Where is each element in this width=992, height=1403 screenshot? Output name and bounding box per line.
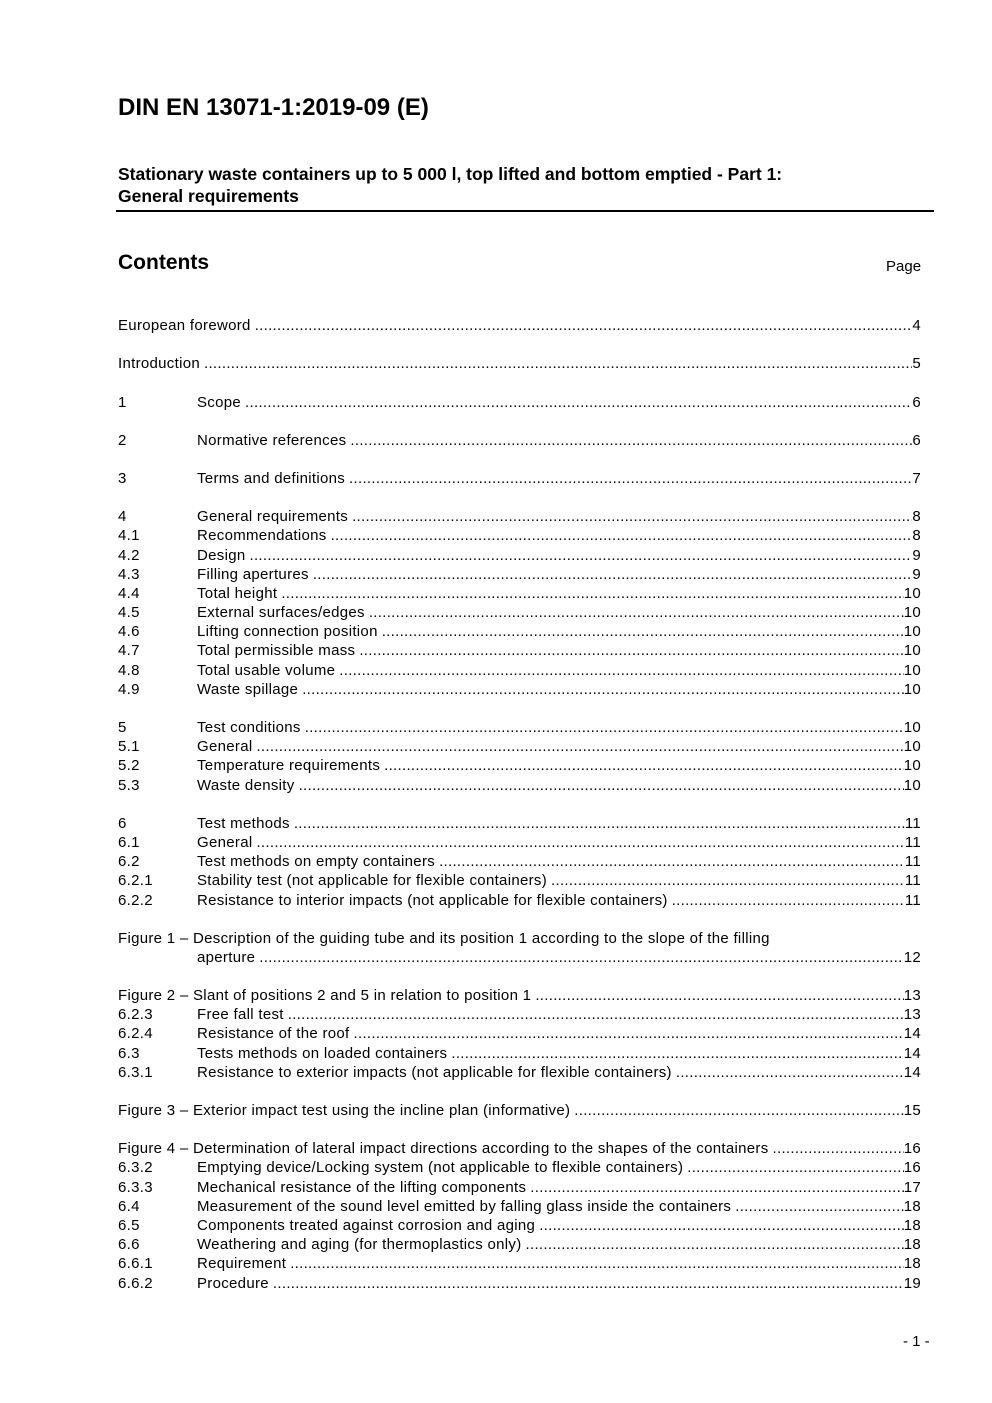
toc-entry-title: Normative references: [197, 431, 347, 449]
toc-leader: [526, 1178, 903, 1197]
toc-group-6: [118, 814, 921, 910]
toc-group-figure-1: [118, 929, 921, 967]
document-title-line-1: Stationary waste containers up to 5 000 l, top lifted and bottom emptied - Part 1:: [118, 164, 783, 184]
page-column-label: Page: [886, 258, 922, 275]
toc-entry-title: Requirement: [197, 1255, 287, 1273]
toc-entry-title: Emptying device/Locking system (not applicable to flexible containers): [197, 1159, 684, 1177]
toc-leader: [731, 1197, 903, 1216]
toc-entry-title: Total usable volume: [197, 661, 336, 679]
toc-entry-page: 10: [903, 584, 921, 602]
toc-leader: [769, 1139, 904, 1158]
toc-entry-5[interactable]: [118, 718, 921, 737]
toc-leader: [277, 584, 903, 603]
toc-entry-title: Weathering and aging (for thermoplastics only): [197, 1236, 522, 1254]
toc-entry-page: 11: [904, 833, 921, 851]
toc-entry-number: 4.9: [118, 680, 140, 698]
toc-entry-3[interactable]: [118, 469, 921, 488]
toc-entry-number: 4.4: [118, 584, 140, 602]
toc-leader: [251, 316, 913, 335]
toc-entry-title: Test conditions: [197, 719, 301, 736]
toc-entry-number: 6.1: [118, 833, 140, 851]
toc-entry-title: Design: [197, 546, 246, 564]
page-number: - 1 -: [903, 1333, 930, 1350]
toc-entry-4-5[interactable]: [118, 603, 921, 622]
toc-entry-title: European foreword: [118, 317, 251, 335]
toc-entry-1[interactable]: [118, 392, 921, 411]
toc-entry-title: Total height: [197, 584, 278, 602]
toc-entry-number: 6.6: [118, 1236, 140, 1254]
toc-entry-page: 14: [903, 1044, 921, 1062]
toc-entry-page: 10: [903, 623, 921, 641]
toc-entry-figure-4[interactable]: [118, 1139, 921, 1158]
toc-entry-title: General: [197, 833, 253, 851]
toc-entry-page: 14: [903, 1063, 921, 1081]
toc-entry-number: 6.2: [118, 853, 140, 871]
toc-group-figure-3: [118, 1101, 921, 1120]
toc-entry-4-6[interactable]: [118, 622, 921, 641]
toc-group-3: [118, 469, 921, 488]
toc-entry-number: 6.4: [118, 1197, 140, 1215]
toc-entry-6-2-3[interactable]: [118, 1005, 921, 1024]
toc-leader: [355, 641, 903, 660]
toc-entry-page: 7: [912, 469, 921, 487]
toc-entry-page: 10: [903, 661, 921, 679]
toc-entry-number: 6.5: [118, 1216, 140, 1234]
toc-entry-page: 8: [912, 527, 921, 545]
toc-entry-6-6-2[interactable]: [118, 1273, 921, 1292]
toc-entry-page: 9: [912, 546, 921, 564]
toc-entry-page: 18: [903, 1197, 921, 1215]
toc-entry-number: 1: [118, 393, 127, 411]
toc-leader: [535, 1216, 904, 1235]
toc-entry-page: 6: [912, 431, 921, 449]
toc-entry-number: 6.3.1: [118, 1063, 153, 1081]
toc-entry-title: External surfaces/edges: [197, 604, 365, 622]
toc-entry-6[interactable]: [118, 814, 921, 833]
toc-entry-page: 10: [903, 757, 921, 775]
toc-leader: [668, 891, 905, 910]
toc-entry-page: 16: [903, 1159, 921, 1177]
toc-entry-page: 13: [903, 1006, 921, 1024]
toc-leader: [269, 1274, 904, 1293]
toc-entry-number: 6.2.1: [118, 872, 153, 890]
toc-entry-title: Test methods on empty containers: [197, 853, 436, 871]
toc-entry-title: General requirements: [197, 508, 349, 526]
toc-entry-page: 10: [903, 604, 921, 622]
toc-entry-page: 18: [903, 1216, 921, 1234]
toc-entry-number: 4.3: [118, 565, 140, 583]
toc-entry-6-6[interactable]: [118, 1235, 921, 1254]
toc-entry-title: Mechanical resistance of the lifting components: [197, 1178, 527, 1196]
toc-entry-number: 5: [118, 719, 127, 736]
toc-group-2: [118, 431, 921, 450]
toc-entry-5-2[interactable]: [118, 756, 921, 775]
table-of-contents: [118, 316, 921, 1312]
toc-entry-number: 5.3: [118, 776, 140, 794]
toc-entry-number: 4.5: [118, 604, 140, 622]
toc-entry-number: 4.7: [118, 642, 140, 660]
toc-leader: [200, 354, 912, 373]
toc-entry-page: 11: [904, 814, 921, 832]
toc-entry-4-7[interactable]: [118, 641, 921, 660]
document-title: [118, 163, 908, 207]
toc-entry-title: Temperature requirements: [197, 757, 381, 775]
toc-entry-page: 15: [903, 1102, 921, 1119]
toc-entry-title: Introduction: [118, 355, 200, 373]
toc-leader: [346, 431, 912, 450]
toc-entry-6-5[interactable]: [118, 1216, 921, 1235]
toc-leader: [570, 1101, 903, 1120]
toc-entry-number: 6: [118, 814, 127, 832]
toc-entry-page: 16: [903, 1140, 921, 1158]
toc-entry-page: 18: [903, 1236, 921, 1254]
toc-entry-2[interactable]: [118, 431, 921, 450]
toc-leader: [435, 852, 905, 871]
toc-entry-number: 6.6.1: [118, 1255, 153, 1273]
document-id: DIN EN 13071-1:2019-09 (E): [118, 94, 429, 121]
toc-entry-number: 6.6.2: [118, 1274, 153, 1292]
toc-entry-page: 10: [903, 680, 921, 698]
toc-entry-title: Free fall test: [197, 1006, 284, 1024]
toc-entry-6-2-1[interactable]: [118, 871, 921, 890]
toc-leader: [284, 1005, 904, 1024]
title-divider: [116, 210, 934, 212]
toc-leader: [295, 776, 904, 795]
toc-leader: [335, 661, 903, 680]
toc-leader: [378, 622, 904, 641]
toc-entry-introduction[interactable]: [118, 354, 921, 373]
toc-entry-4-8[interactable]: [118, 660, 921, 679]
toc-leader: [672, 1063, 904, 1082]
toc-leader: [547, 871, 905, 890]
toc-leader: [531, 986, 903, 1005]
toc-leader: [241, 393, 912, 412]
toc-leader: [255, 948, 903, 967]
toc-entry-number: 4: [118, 508, 127, 526]
toc-entry-page: 10: [903, 738, 921, 756]
toc-leader: [252, 833, 904, 852]
toc-entry-4-1[interactable]: [118, 526, 921, 545]
toc-entry-page: 18: [903, 1255, 921, 1273]
toc-leader: [522, 1235, 904, 1254]
toc-entry-title: General: [197, 738, 253, 756]
toc-group-figure-4: [118, 1139, 921, 1293]
toc-group-figure-2: [118, 986, 921, 1082]
toc-entry-title: Resistance of the roof: [197, 1025, 350, 1043]
toc-entry-title: Test methods: [197, 814, 290, 832]
toc-entry-title: Figure 4 – Determination of lateral impact directions according to the shapes of the containers: [118, 1140, 769, 1158]
toc-leader: [252, 737, 903, 756]
toc-group-4: [118, 507, 921, 699]
toc-entry-title: Tests methods on loaded containers: [197, 1044, 448, 1062]
toc-entry-number: 6.3: [118, 1044, 140, 1062]
toc-leader: [683, 1158, 903, 1177]
toc-entry-number: 3: [118, 469, 127, 487]
toc-entry-6-3[interactable]: [118, 1043, 921, 1062]
toc-entry-number: 2: [118, 431, 127, 449]
toc-entry-title: Measurement of the sound level emitted by falling glass inside the containers: [197, 1197, 732, 1215]
toc-entry-6-1[interactable]: [118, 833, 921, 852]
toc-entry-title: Components treated against corrosion and aging: [197, 1216, 536, 1234]
toc-entry-number: 4.1: [118, 527, 140, 545]
toc-entry-6-3-2[interactable]: [118, 1158, 921, 1177]
toc-entry-title-continued: aperture: [197, 948, 256, 966]
toc-entry-foreword[interactable]: [118, 316, 921, 335]
toc-entry-6-3-3[interactable]: [118, 1177, 921, 1196]
toc-entry-6-2-4[interactable]: [118, 1024, 921, 1043]
toc-leader: [298, 680, 904, 699]
toc-entry-6-6-1[interactable]: [118, 1254, 921, 1273]
toc-entry-title: Scope: [197, 393, 242, 411]
toc-entry-figure-2[interactable]: [118, 986, 921, 1005]
toc-entry-title: Figure 3 – Exterior impact test using the incline plan (informative): [118, 1102, 571, 1119]
toc-entry-page: 8: [912, 508, 921, 526]
toc-entry-page: 11: [904, 853, 921, 871]
toc-entry-title: Figure 1 – Description of the guiding tube and its position 1 according to the slope of the filling: [118, 929, 770, 947]
document-title-line-2: General requirements: [118, 186, 299, 206]
toc-leader: [246, 546, 913, 565]
toc-leader: [365, 603, 904, 622]
toc-leader: [345, 469, 912, 488]
toc-entry-number: 4.2: [118, 546, 140, 564]
toc-entry-figure-1[interactable]: [118, 929, 921, 967]
toc-entry-6-4[interactable]: [118, 1197, 921, 1216]
toc-group-introduction: [118, 354, 921, 373]
toc-entry-4-3[interactable]: [118, 565, 921, 584]
toc-entry-number: 6.2.3: [118, 1006, 153, 1024]
toc-leader: [447, 1044, 903, 1063]
toc-entry-title: Waste spillage: [197, 680, 299, 698]
toc-entry-number: 6.3.2: [118, 1159, 153, 1177]
toc-group-5: [118, 718, 921, 795]
toc-leader: [350, 1024, 904, 1043]
toc-group-foreword: [118, 316, 921, 335]
toc-entry-number: 4.6: [118, 623, 140, 641]
toc-group-1: [118, 392, 921, 411]
toc-entry-number: 5.1: [118, 738, 140, 756]
toc-entry-title: Procedure: [197, 1274, 269, 1292]
toc-entry-6-2-2[interactable]: [118, 890, 921, 909]
toc-entry-page: 14: [903, 1025, 921, 1043]
toc-entry-5-3[interactable]: [118, 775, 921, 794]
toc-entry-page: 5: [912, 355, 921, 373]
toc-entry-5-1[interactable]: [118, 737, 921, 756]
toc-entry-page: 11: [904, 891, 921, 909]
toc-entry-title: Recommendations: [197, 527, 327, 545]
toc-entry-title: Terms and definitions: [197, 469, 346, 487]
toc-entry-6-2[interactable]: [118, 852, 921, 871]
toc-entry-page: 13: [903, 987, 921, 1005]
toc-entry-page: 9: [912, 565, 921, 583]
toc-entry-number: 6.3.3: [118, 1178, 153, 1196]
toc-entry-4-9[interactable]: [118, 680, 921, 699]
toc-entry-number: 5.2: [118, 757, 140, 775]
toc-entry-6-3-1[interactable]: [118, 1063, 921, 1082]
toc-entry-title: Filling apertures: [197, 565, 309, 583]
toc-entry-title: Waste density: [197, 776, 295, 794]
toc-entry-page: 19: [903, 1274, 921, 1292]
contents-heading: Contents: [118, 251, 209, 274]
toc-entry-page: 12: [903, 948, 921, 966]
toc-entry-page: 17: [903, 1178, 921, 1196]
toc-entry-page: 10: [903, 776, 921, 794]
toc-leader: [301, 718, 904, 737]
toc-entry-page: 6: [912, 393, 921, 411]
toc-entry-4[interactable]: [118, 507, 921, 526]
toc-entry-page: 10: [903, 642, 921, 660]
toc-leader: [286, 1254, 904, 1273]
toc-leader: [309, 565, 913, 584]
toc-leader: [327, 526, 913, 545]
toc-entry-page: 10: [903, 719, 921, 736]
toc-entry-number: 6.2.4: [118, 1025, 153, 1043]
toc-entry-continuation: [118, 948, 921, 967]
toc-entry-page: 11: [904, 872, 921, 890]
toc-leader: [348, 507, 912, 526]
toc-leader: [380, 756, 904, 775]
toc-entry-title: Resistance to exterior impacts (not applicable for flexible containers): [197, 1063, 672, 1081]
toc-entry-number: 6.2.2: [118, 891, 153, 909]
toc-entry-figure-3[interactable]: [118, 1101, 921, 1120]
toc-entry-title: Stability test (not applicable for flexible containers): [197, 872, 548, 890]
toc-entry-title: Figure 2 – Slant of positions 2 and 5 in relation to position 1: [118, 987, 532, 1005]
toc-entry-4-2[interactable]: [118, 545, 921, 564]
toc-entry-title: Total permissible mass: [197, 642, 356, 660]
toc-entry-title: Lifting connection position: [197, 623, 378, 641]
toc-entry-page: 4: [912, 317, 921, 335]
toc-entry-4-4[interactable]: [118, 584, 921, 603]
toc-entry-title: Resistance to interior impacts (not applicable for flexible containers): [197, 891, 668, 909]
toc-entry-number: 4.8: [118, 661, 140, 679]
toc-leader: [290, 814, 905, 833]
